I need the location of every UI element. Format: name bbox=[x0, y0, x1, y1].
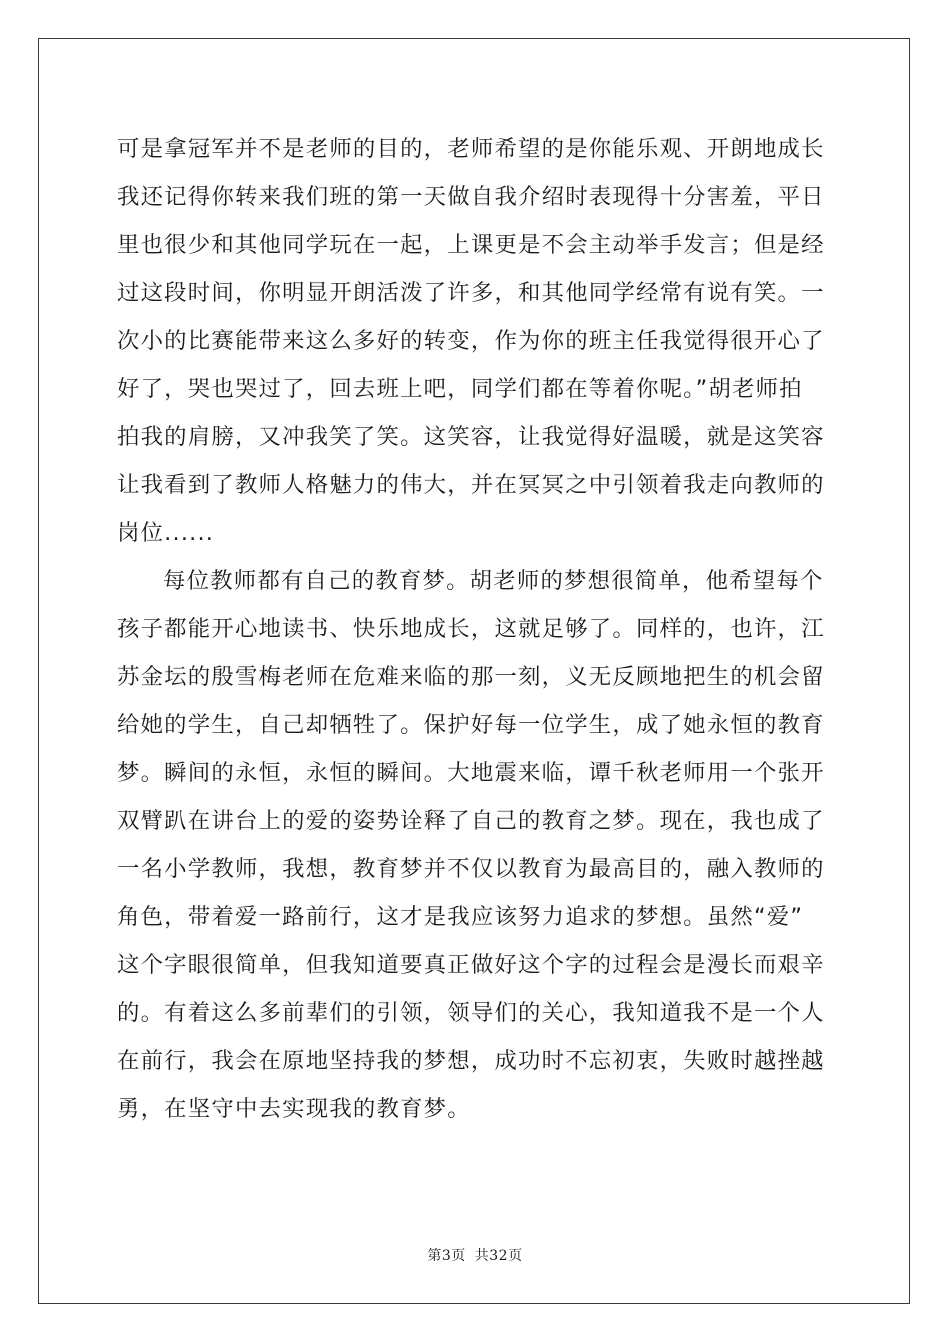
text-line: 岗位...... bbox=[117, 520, 215, 546]
text-line: 次小的比赛能带来这么多好的转变，作为你的班主任我觉得很开心了 bbox=[117, 328, 825, 354]
text-line: 里也很少和其他同学玩在一起，上课更是不会主动举手发言；但是经 bbox=[117, 232, 825, 258]
text-line: 角色，带着爱一路前行，这才是我应该努力追求的梦想。虽然“爱” bbox=[117, 904, 804, 930]
page-number: 第3页 bbox=[427, 1248, 466, 1264]
text-line: 梦。瞬间的永恒，永恒的瞬间。大地震来临，谭千秋老师用一个张开 bbox=[117, 760, 825, 786]
text-line: 过这段时间，你明显开朗活泼了许多，和其他同学经常有说有笑。一 bbox=[117, 280, 825, 306]
paragraph-2 bbox=[117, 557, 833, 1133]
page-total: 共32页 bbox=[474, 1248, 523, 1264]
text-line: 好了，哭也哭过了，回去班上吧，同学们都在等着你呢。”胡老师拍 bbox=[117, 376, 803, 402]
text-line: 的。有着这么多前辈们的引领，领导们的关心，我知道我不是一个人 bbox=[117, 1000, 825, 1026]
text-line: 一名小学教师，我想，教育梦并不仅以教育为最高目的，融入教师的 bbox=[117, 856, 825, 882]
text-line: 给她的学生，自己却牺牲了。保护好每一位学生，成了她永恒的教育 bbox=[117, 712, 825, 738]
text-line: 每位教师都有自己的教育梦。胡老师的梦想很简单，他希望每个 bbox=[163, 568, 824, 594]
text-line: 双臂趴在讲台上的爱的姿势诠释了自己的教育之梦。现在，我也成了 bbox=[117, 808, 825, 834]
text-line: 让我看到了教师人格魅力的伟大，并在冥冥之中引领着我走向教师的 bbox=[117, 472, 825, 498]
paragraph-1 bbox=[117, 125, 833, 557]
text-line: 在前行，我会在原地坚持我的梦想，成功时不忘初衷，失败时越挫越 bbox=[117, 1048, 825, 1074]
text-line: 可是拿冠军并不是老师的目的，老师希望的是你能乐观、开朗地成长 bbox=[117, 136, 825, 162]
text-line: 孩子都能开心地读书、快乐地成长，这就足够了。同样的，也许，江 bbox=[117, 616, 825, 642]
text-line: 苏金坛的殷雪梅老师在危难来临的那一刻，义无反顾地把生的机会留 bbox=[117, 664, 825, 690]
page-footer bbox=[0, 1245, 950, 1265]
text-line: 这个字眼很简单，但我知道要真正做好这个字的过程会是漫长而艰辛 bbox=[117, 952, 825, 978]
text-line: 勇，在坚守中去实现我的教育梦。 bbox=[117, 1096, 471, 1122]
text-line: 我还记得你转来我们班的第一天做自我介绍时表现得十分害羞，平日 bbox=[117, 184, 825, 210]
text-line: 拍我的肩膀，又冲我笑了笑。这笑容，让我觉得好温暖，就是这笑容 bbox=[117, 424, 825, 450]
